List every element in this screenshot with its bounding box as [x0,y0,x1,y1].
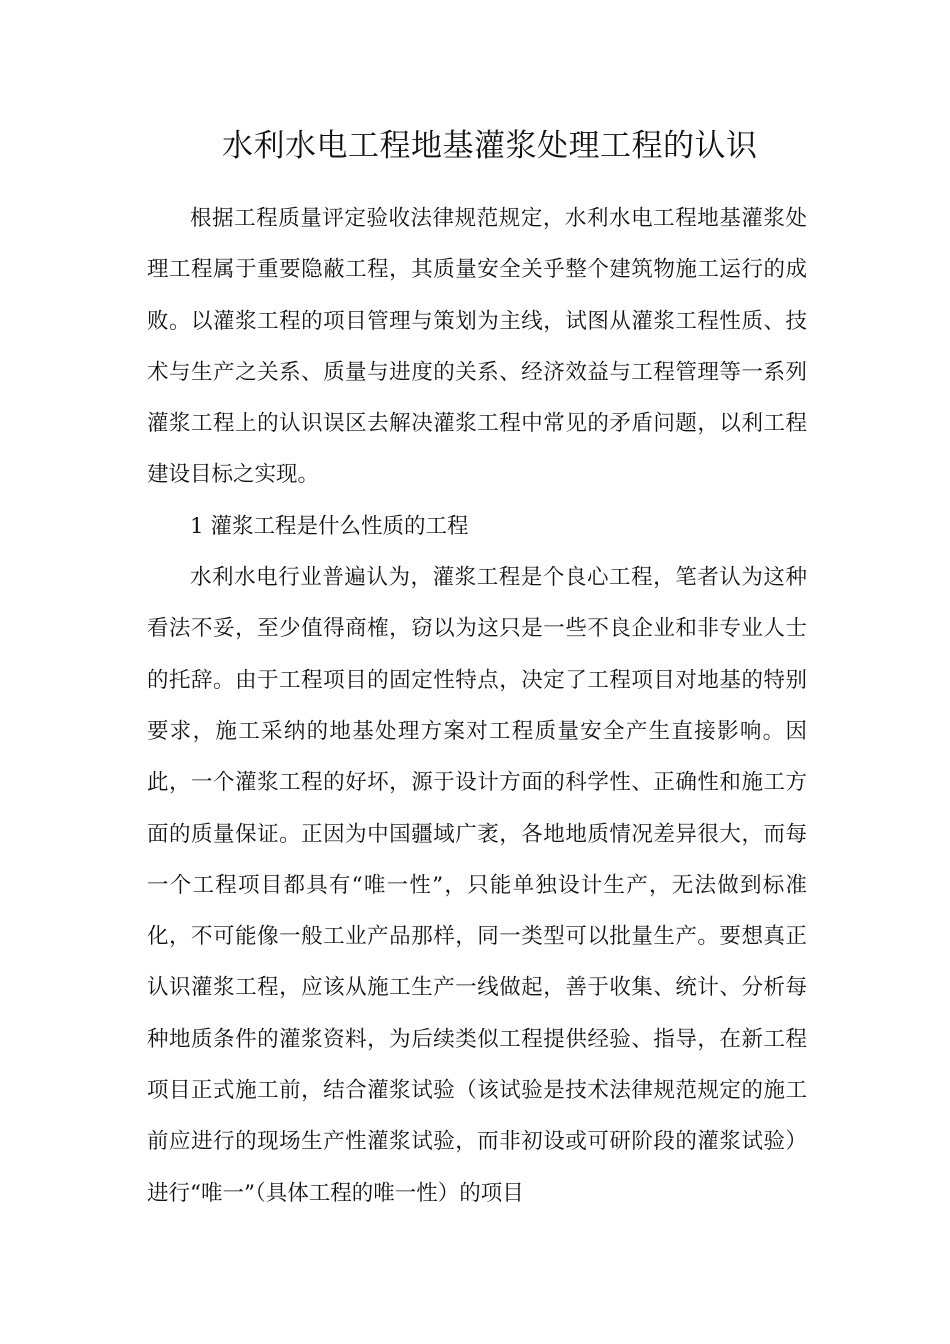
document-title: 水利水电工程地基灌浆处理工程的认识 [222,128,758,164]
document-body [147,193,807,1219]
paragraph-section-1: 水利水电行业普遍认为，灌浆工程是个良心工程，笔者认为这种看法不妥，至少值得商榷，窃以为这只是一些不良企业和非专业人士的托辞。由于工程项目的固定性特点，决定了工程项目对地基的特别要求，施工采纳的地基处理方案对工程质量安全产生直接影响。因此，一个灌浆工程的好坏，源于设计方面的科学性、正确性和施工方面的质量保证。正因为中国疆域广袤，各地地质情况差异很大，而每一个工程项目都具有“唯一性”，只能单独设计生产，无法做到标准化，不可能像一般工业产品那样，同一类型可以批量生产。要想真正认识灌浆工程，应该从施工生产一线做起，善于收集、统计、分析每种地质条件的灌浆资料，为后续类似工程提供经验、指导，在新工程项目正式施工前，结合灌浆试验（该试验是技术法律规范规定的施工前应进行的现场生产性灌浆试验，而非初设或可研阶段的灌浆试验）进行“唯一”（具体工程的唯一性）的项目 [147,565,807,1206]
section-heading-1: 1 灌浆工程是什么性质的工程 [190,513,469,539]
paragraph-intro: 根据工程质量评定验收法律规范规定，水利水电工程地基灌浆处理工程属于重要隐蔽工程，其质量安全关乎整个建筑物施工运行的成败。以灌浆工程的项目管理与策划为主线，试图从灌浆工程性质、技术与生产之关系、质量与进度的关系、经济效益与工程管理等一系列灌浆工程上的认识误区去解决灌浆工程中常见的矛盾问题，以利工程建设目标之实现。 [147,206,807,488]
